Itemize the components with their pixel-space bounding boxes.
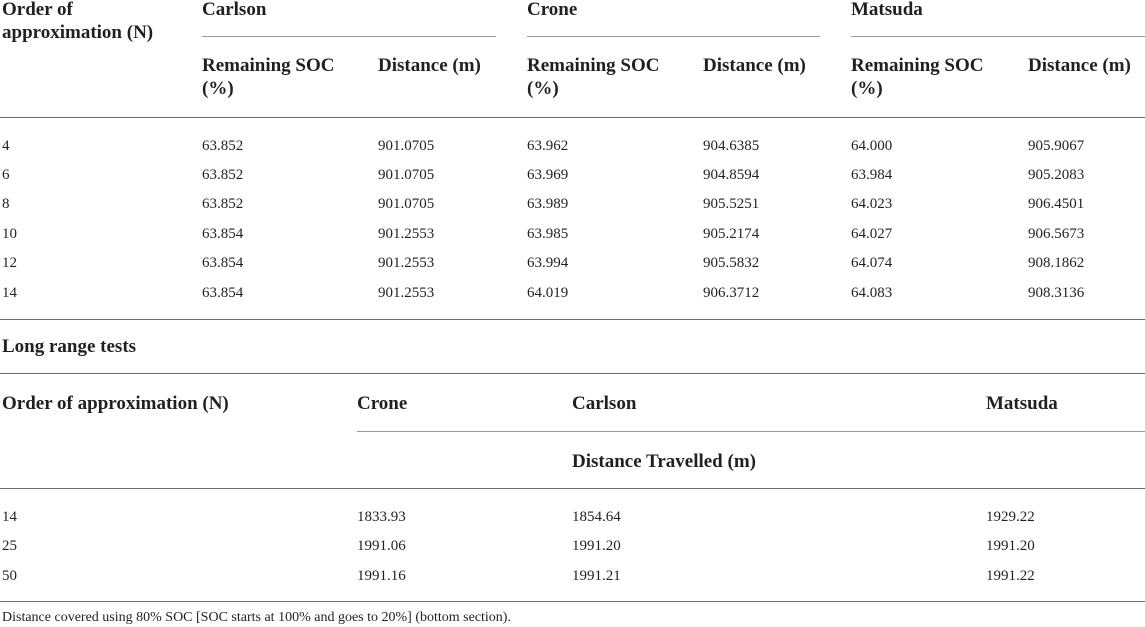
bottom-sub-header: Distance Travelled (m) xyxy=(572,451,756,472)
top-table-bottom-rule xyxy=(0,319,1145,320)
section-title: Long range tests xyxy=(2,336,137,357)
top-row-3-carlson-soc: 63.852 xyxy=(202,196,244,212)
top-sub-soc-crone: Remaining SOC (%) xyxy=(527,55,660,99)
top-row-4-matsuda-soc: 64.027 xyxy=(851,226,893,242)
top-row-6-n: 14 xyxy=(2,285,17,301)
top-sub-dist-crone: Distance (m) xyxy=(703,55,806,76)
top-row-4-n: 10 xyxy=(2,226,17,242)
bottom-table-top-rule xyxy=(0,373,1145,374)
top-group-underline-crone xyxy=(527,36,820,37)
top-row-2-crone-dist: 904.8594 xyxy=(703,167,760,183)
top-row-3-matsuda-soc: 64.023 xyxy=(851,196,893,212)
top-row-4-crone-dist: 905.2174 xyxy=(703,226,760,242)
bottom-group-underline xyxy=(357,431,1145,432)
top-header-rule xyxy=(0,117,1145,118)
bottom-row-2-crone: 1991.06 xyxy=(357,538,406,554)
top-row-2-carlson-soc: 63.852 xyxy=(202,167,244,183)
top-row-4-carlson-soc: 63.854 xyxy=(202,226,244,242)
bottom-row-1-carlson: 1854.64 xyxy=(572,509,621,525)
top-row-5-matsuda-dist: 908.1862 xyxy=(1028,255,1085,271)
bottom-row-3-n: 50 xyxy=(2,568,17,584)
bottom-row-3-carlson: 1991.21 xyxy=(572,568,621,584)
top-row-5-matsuda-soc: 64.074 xyxy=(851,255,893,271)
top-row-4-carlson-dist: 901.2553 xyxy=(378,226,435,242)
top-row-4-crone-soc: 63.985 xyxy=(527,226,569,242)
top-group-matsuda: Matsuda xyxy=(851,0,923,20)
top-row-6-crone-dist: 906.3712 xyxy=(703,285,760,301)
top-group-carlson: Carlson xyxy=(202,0,267,20)
top-row-1-n: 4 xyxy=(2,138,10,154)
top-group-underline-carlson xyxy=(202,36,496,37)
bottom-row-2-matsuda: 1991.20 xyxy=(986,538,1035,554)
top-sub-dist-carlson: Distance (m) xyxy=(378,55,481,76)
top-row-2-matsuda-soc: 63.984 xyxy=(851,167,893,183)
bottom-row-1-n: 14 xyxy=(2,509,17,525)
top-row-5-carlson-soc: 63.854 xyxy=(202,255,244,271)
top-row-1-carlson-soc: 63.852 xyxy=(202,138,244,154)
footnote: Distance covered using 80% SOC [SOC starts at 100% and goes to 20%] (bottom section). xyxy=(2,610,511,625)
bottom-group-matsuda: Matsuda xyxy=(986,393,1058,414)
bottom-group-carlson: Carlson xyxy=(572,393,637,414)
bottom-row-2-n: 25 xyxy=(2,538,17,554)
top-row-6-carlson-soc: 63.854 xyxy=(202,285,244,301)
top-row-6-crone-soc: 64.019 xyxy=(527,285,569,301)
top-row-5-crone-dist: 905.5832 xyxy=(703,255,760,271)
top-row-3-carlson-dist: 901.0705 xyxy=(378,196,435,212)
top-row-1-carlson-dist: 901.0705 xyxy=(378,138,435,154)
bottom-row-1-matsuda: 1929.22 xyxy=(986,509,1035,525)
top-sub-soc-matsuda: Remaining SOC (%) xyxy=(851,55,984,99)
top-row-1-crone-dist: 904.6385 xyxy=(703,138,760,154)
top-row-3-n: 8 xyxy=(2,196,10,212)
top-group-crone: Crone xyxy=(527,0,578,20)
bottom-header-rule xyxy=(0,488,1145,489)
top-order-header: Order of approximation (N) xyxy=(2,0,154,43)
bottom-table-bottom-rule xyxy=(0,601,1145,602)
top-row-6-matsuda-soc: 64.083 xyxy=(851,285,893,301)
top-row-3-crone-soc: 63.989 xyxy=(527,196,569,212)
top-row-2-crone-soc: 63.969 xyxy=(527,167,569,183)
top-row-2-carlson-dist: 901.0705 xyxy=(378,167,435,183)
bottom-row-3-crone: 1991.16 xyxy=(357,568,406,584)
top-row-3-crone-dist: 905.5251 xyxy=(703,196,760,212)
top-row-5-n: 12 xyxy=(2,255,17,271)
top-row-5-crone-soc: 63.994 xyxy=(527,255,569,271)
top-row-3-matsuda-dist: 906.4501 xyxy=(1028,196,1085,212)
bottom-row-1-crone: 1833.93 xyxy=(357,509,406,525)
top-row-6-matsuda-dist: 908.3136 xyxy=(1028,285,1085,301)
top-row-1-matsuda-dist: 905.9067 xyxy=(1028,138,1085,154)
top-sub-soc-carlson: Remaining SOC (%) xyxy=(202,55,335,99)
top-row-1-matsuda-soc: 64.000 xyxy=(851,138,893,154)
bottom-group-crone: Crone xyxy=(357,393,408,414)
top-sub-dist-matsuda: Distance (m) xyxy=(1028,55,1131,76)
top-group-underline-matsuda xyxy=(851,36,1145,37)
top-row-2-matsuda-dist: 905.2083 xyxy=(1028,167,1085,183)
top-row-6-carlson-dist: 901.2553 xyxy=(378,285,435,301)
bottom-row-3-matsuda: 1991.22 xyxy=(986,568,1035,584)
top-row-2-n: 6 xyxy=(2,167,10,183)
top-row-4-matsuda-dist: 906.5673 xyxy=(1028,226,1085,242)
top-row-1-crone-soc: 63.962 xyxy=(527,138,569,154)
bottom-order-header: Order of approximation (N) xyxy=(2,393,229,414)
top-row-5-carlson-dist: 901.2553 xyxy=(378,255,435,271)
bottom-row-2-carlson: 1991.20 xyxy=(572,538,621,554)
